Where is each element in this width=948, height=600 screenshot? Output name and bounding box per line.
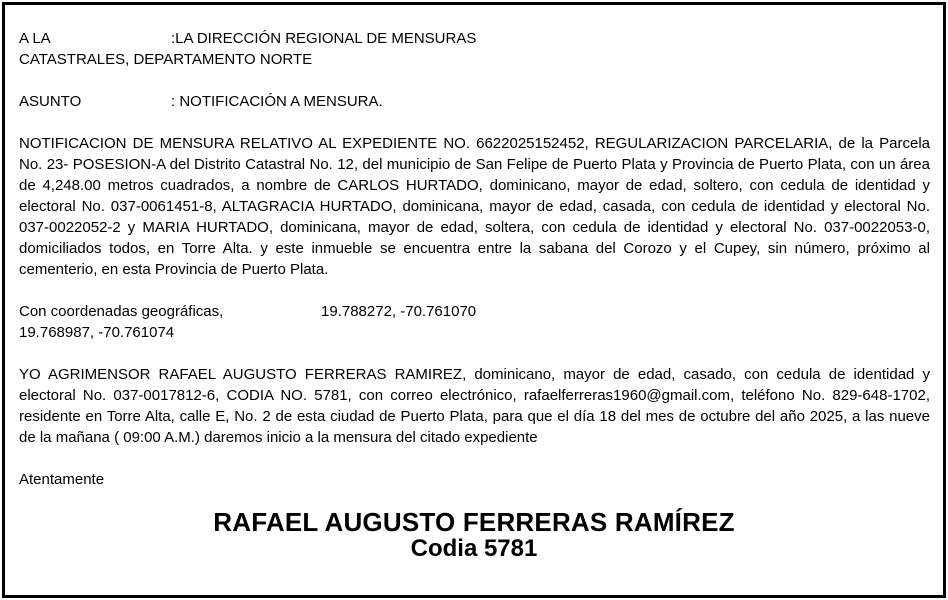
coordinates-line bbox=[19, 301, 930, 322]
subject-label: ASUNTO bbox=[19, 93, 82, 110]
spacer bbox=[19, 112, 930, 133]
signature-name: RAFAEL AUGUSTO FERRERAS RAMÍREZ bbox=[213, 507, 735, 537]
notice-frame bbox=[2, 2, 946, 598]
spacer bbox=[19, 448, 930, 469]
spacer bbox=[19, 70, 930, 91]
surveyor-paragraph: YO AGRIMENSOR RAFAEL AUGUSTO FERRERAS RAMIREZ, dominicano, mayor de edad, casado, con cedula de identidad y electoral No. 037-0017812-6, CODIA NO. 5781, con correo electrónico, rafaelferreras1960@gmail.com, teléfono No. 829-648-1702, residente en Torre Alta, calle E, No. 2 de esta ciudad de Puerto Plata, para que el día 18 del mes de octubre del año 2025, a las nueve de la mañana ( 09:00 A.M.) daremos inicio a la mensura del citado expediente bbox=[19, 366, 930, 446]
coordinates-second: 19.768987, -70.761074 bbox=[19, 324, 175, 341]
signature-block bbox=[5, 508, 943, 562]
recipient-line bbox=[19, 28, 930, 49]
recipient-value: :LA DIRECCIÓN REGIONAL DE MENSURAS bbox=[171, 30, 477, 47]
recipient-label: A LA bbox=[19, 30, 51, 47]
notification-paragraph: NOTIFICACION DE MENSURA RELATIVO AL EXPEDIENTE NO. 6622025152452, REGULARIZACION PARCELARIA, de la Parcela No. 23- POSESION-A del Distrito Catastral No. 12, del municipio de San Felipe de Puerto Plata y Provincia de Puerto Plata, con un área de 4,248.00 metros cuadrados, a nombre de CARLOS HURTADO, dominicano, mayor de edad, soltero, con cedula de identidad y electoral No. 037-0061451-8, ALTAGRACIA HURTADO, dominicana, mayor de edad, casada, con cedula de identidad y electoral No. 037-0022052-2 y MARIA HURTADO, dominicana, mayor de edad, soltera, con cedula de identidad y electoral No. 037-0022053-0, domiciliados todos, en Torre Alta. y este inmueble se encuentra entre la sabana del Corozo y el Cupey, sin número, próximo al cementerio, en esta Provincia de Puerto Plata. bbox=[19, 135, 930, 278]
recipient-value-continued: CATASTRALES, DEPARTAMENTO NORTE bbox=[19, 51, 313, 68]
notice-content bbox=[19, 28, 930, 490]
signature-codia: Codia 5781 bbox=[410, 535, 538, 562]
subject-value: : NOTIFICACIÓN A MENSURA. bbox=[171, 93, 383, 110]
coordinates-first: 19.788272, -70.761070 bbox=[321, 303, 477, 320]
subject-line bbox=[19, 91, 930, 112]
closing-text: Atentamente bbox=[19, 471, 105, 488]
spacer bbox=[19, 280, 930, 301]
coordinates-label: Con coordenadas geográficas, bbox=[19, 303, 224, 320]
spacer bbox=[19, 343, 930, 364]
